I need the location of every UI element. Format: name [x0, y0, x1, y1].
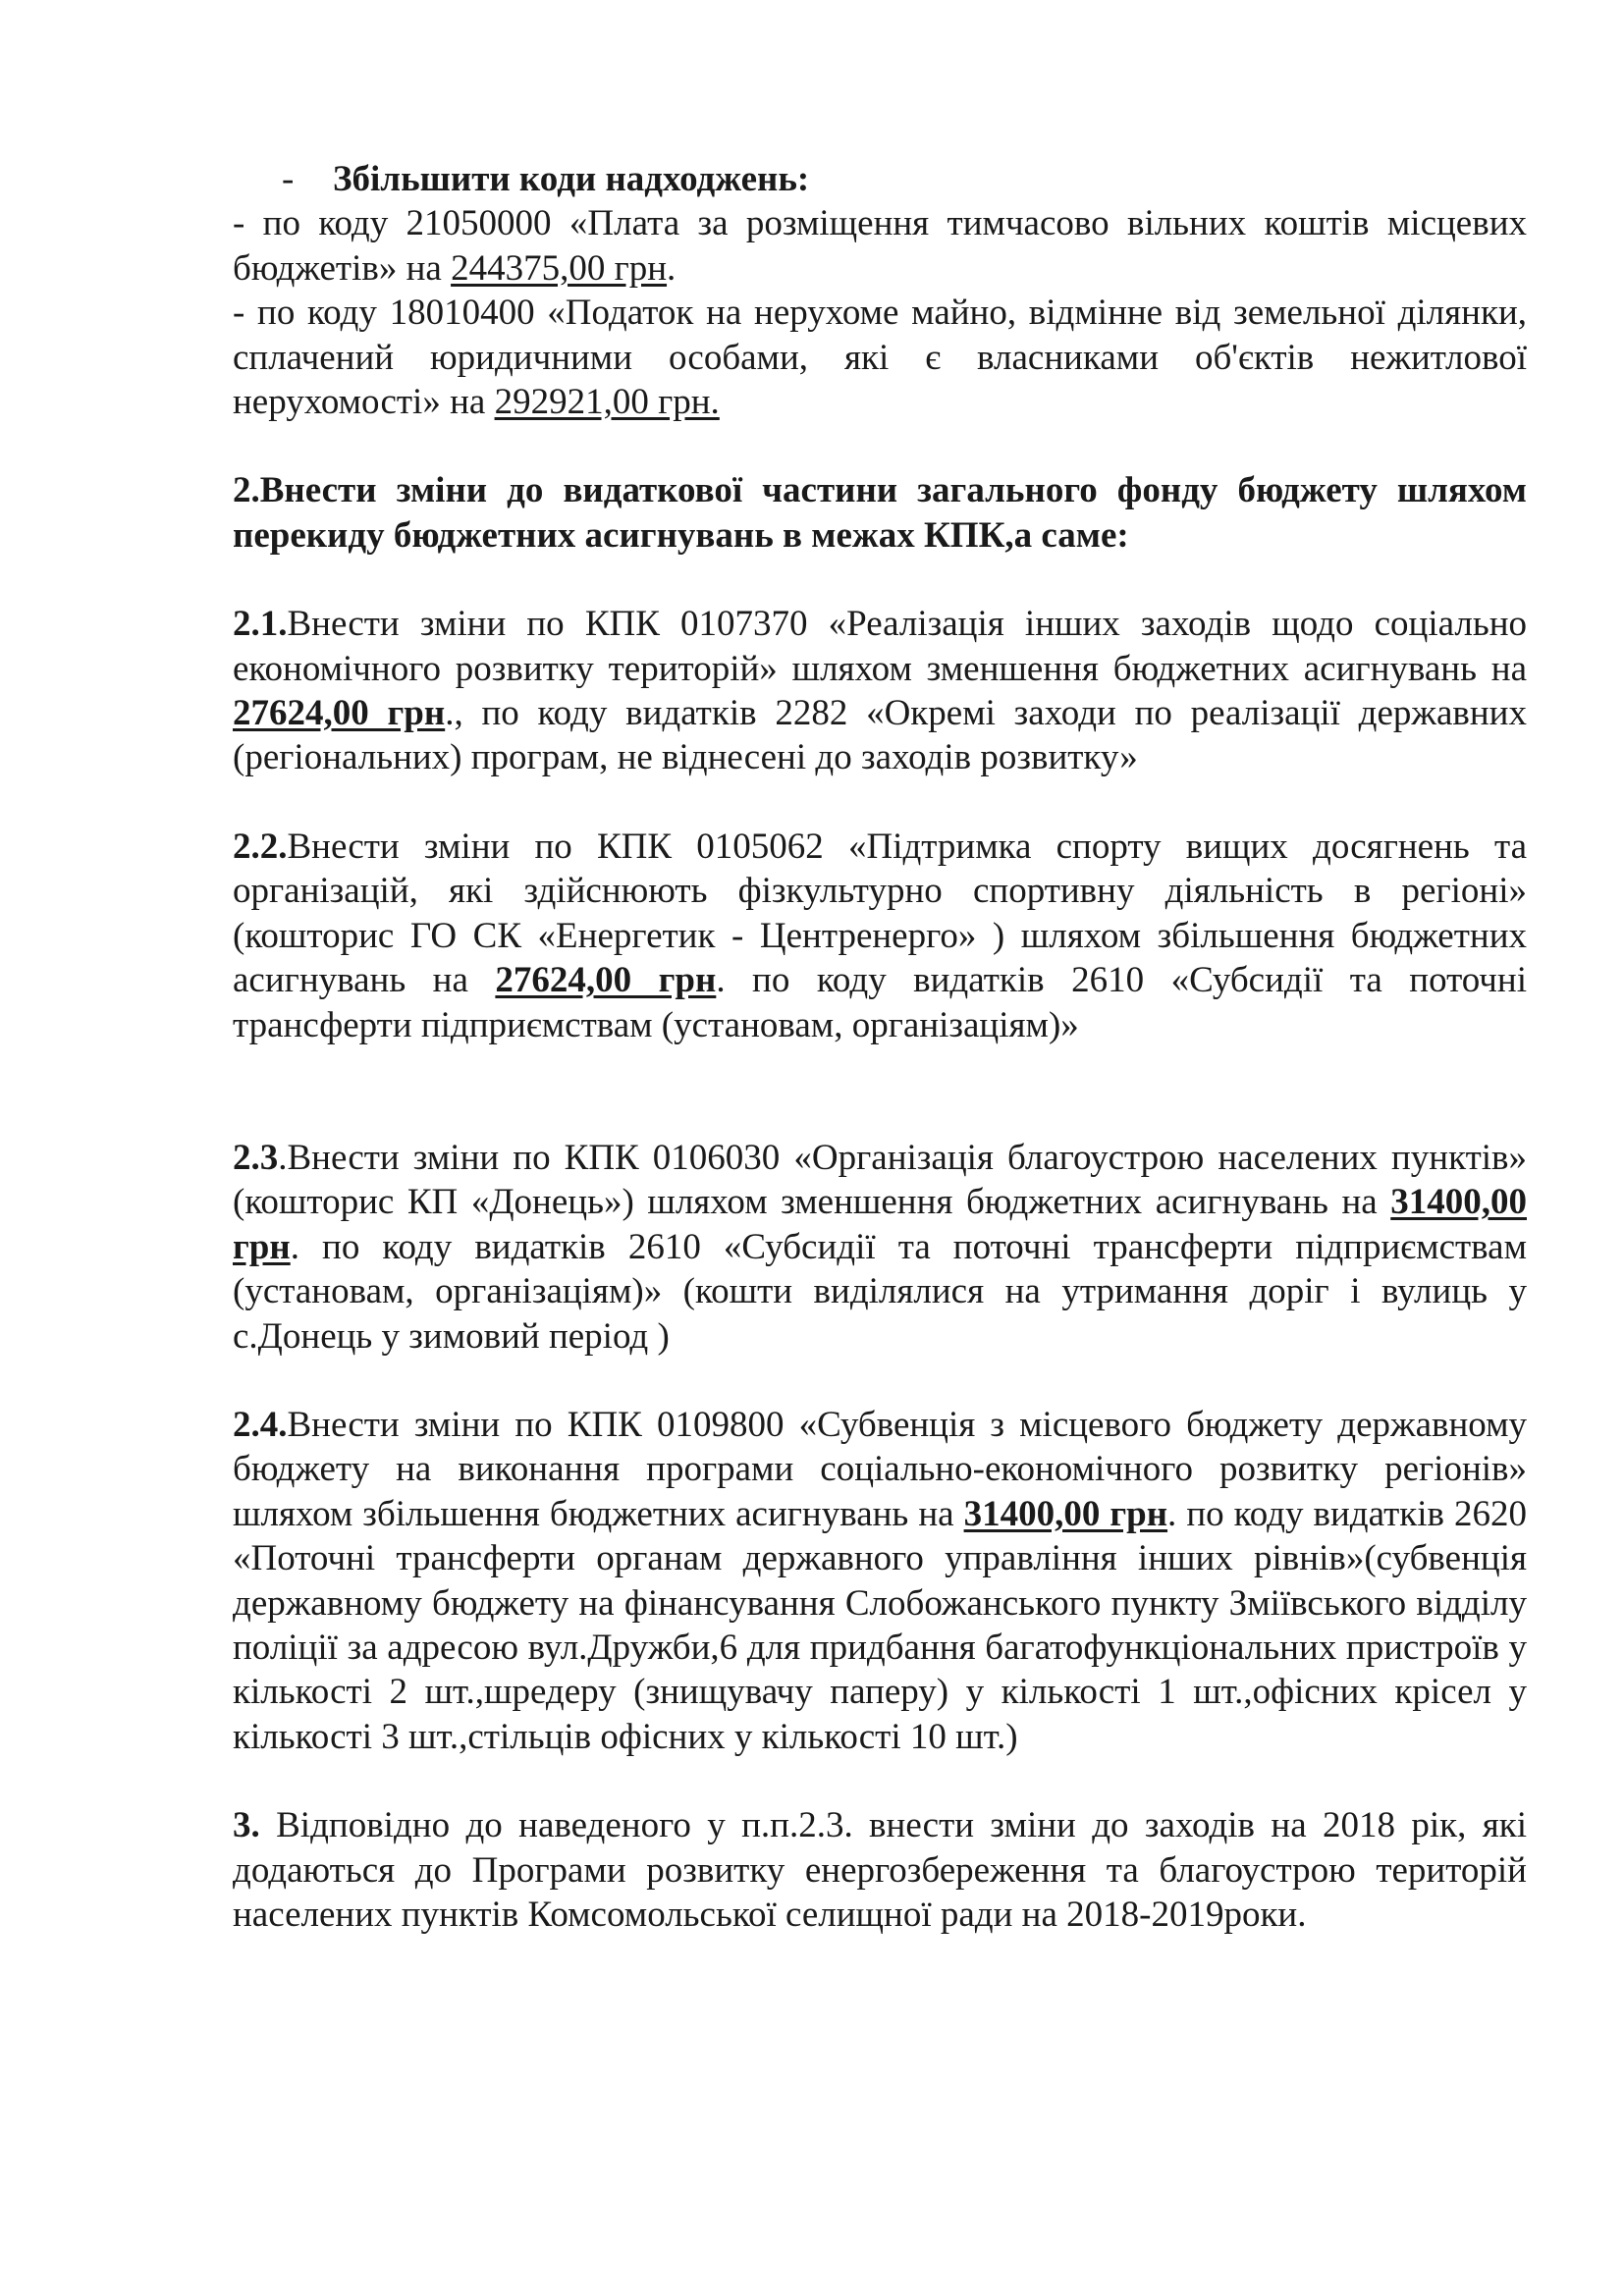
amount: 27624,00 грн — [495, 960, 717, 1001]
increase-heading: Збільшити коди надходжень: — [333, 159, 810, 199]
paragraph-text: Внести зміни по КПК 0105062 «Підтримка спорту вищих досягнень та організацій, які здійснюють фізкультурно спортивну діяльність в регіоні» (кошторис ГО СК «Енергетик - Центренерго» ) шляхом збільшення бюджетних асигнувань на — [233, 826, 1527, 1001]
revenue-item-tail: . — [667, 247, 677, 289]
spacer — [233, 558, 1527, 602]
paragraph-text: Внести зміни по КПК 0109800 «Субвенція з місцевого бюджету державному бюджету на виконання програми соціально-економічного розвитку регіонів» шляхом збільшення бюджетних асигнувань на — [233, 1404, 1527, 1534]
paragraph-number: 2.2. — [233, 826, 288, 867]
revenue-item-text: - по коду 21050000 «Плата за розміщення тимчасово вільних коштів місцевих бюджетів» на — [233, 203, 1527, 289]
amount: 27624,00 грн — [233, 693, 446, 734]
spacer — [233, 1759, 1527, 1803]
revenue-amount: 292921,00 грн. — [494, 382, 720, 423]
document-page — [233, 157, 1527, 1937]
revenue-item-text: - по коду 18010400 «Податок на нерухоме майно, відмінне від земельної ділянки, сплачений юридичними особами, які є власниками об'єктів нежитлової нерухомості» на — [233, 293, 1527, 423]
increase-heading-line — [233, 157, 1527, 201]
paragraph-2-1 — [233, 602, 1527, 780]
paragraph-text: .Внести зміни по КПК 0106030 «Організація благоустрою населених пунктів» (кошторис КП «Донець») шляхом зменшення бюджетних асигнувань на — [233, 1137, 1527, 1223]
spacer — [233, 1047, 1527, 1136]
paragraph-number: 2.4. — [233, 1404, 288, 1445]
spacer — [233, 780, 1527, 825]
paragraph-text-tail: . по коду видатків 2610 «Субсидії та поточні трансферти підприємствам (установам, організаціям)» (кошти виділялися на утримання доріг і вулиць у с.Донець у зимовий період ) — [233, 1226, 1527, 1357]
paragraph-text-tail: . по коду видатків 2620 «Поточні трансферти органам державного управління інших рівнів»(субвенція державному бюджету на фінансування Слобожанського пункту Зміївського відділу поліції за адресою вул.Дружби,6 для придбання багатофункціональних пристроїв у кількості 2 шт.,шредеру (знищувачу паперу) у кількості 1 шт.,офісних крісел у кількості 3 шт.,стільців офісних у кількості 10 шт.) — [233, 1493, 1527, 1757]
paragraph-2-2 — [233, 825, 1527, 1047]
paragraph-text: Внести зміни по КПК 0107370 «Реалізація інших заходів щодо соціально економічного розвитку територій» шляхом зменшення бюджетних асигнувань на — [233, 604, 1527, 689]
revenue-item-18010400 — [233, 291, 1527, 424]
paragraph-number: 3. — [233, 1805, 260, 1846]
section-2-heading: 2.Внести зміни до видаткової частини загального фонду бюджету шляхом перекиду бюджетних асигнувань в межах КПК,а саме: — [233, 470, 1527, 556]
paragraph-text-tail: . по коду видатків 2610 «Субсидії та поточні трансферти підприємствам (установам, організаціям)» — [233, 960, 1527, 1045]
amount: 31400,00 грн — [233, 1182, 1527, 1267]
revenue-amount: 244375,00 грн — [451, 247, 668, 289]
paragraph-text: Відповідно до наведеного у п.п.2.3. внести зміни до заходів на 2018 рік, які додаються до Програми розвитку енергозбереження та благоустрою територій населених пунктів Комсомольської селищної ради на 2018-2019роки. — [233, 1805, 1527, 1935]
paragraph-3 — [233, 1803, 1527, 1937]
bullet-dash: - — [282, 159, 295, 199]
paragraph-number: 2.1. — [233, 604, 288, 645]
paragraph-2-3 — [233, 1136, 1527, 1359]
paragraph-2-4 — [233, 1403, 1527, 1759]
spacer — [233, 424, 1527, 468]
paragraph-number: 2.3 — [233, 1137, 279, 1178]
spacer — [233, 1359, 1527, 1403]
revenue-item-21050000 — [233, 201, 1527, 291]
paragraph-text-tail: ., по коду видатків 2282 «Окремі заходи по реалізації державних (регіональних) програм, не віднесені до заходів розвитку» — [233, 693, 1527, 778]
amount: 31400,00 грн — [963, 1493, 1168, 1534]
